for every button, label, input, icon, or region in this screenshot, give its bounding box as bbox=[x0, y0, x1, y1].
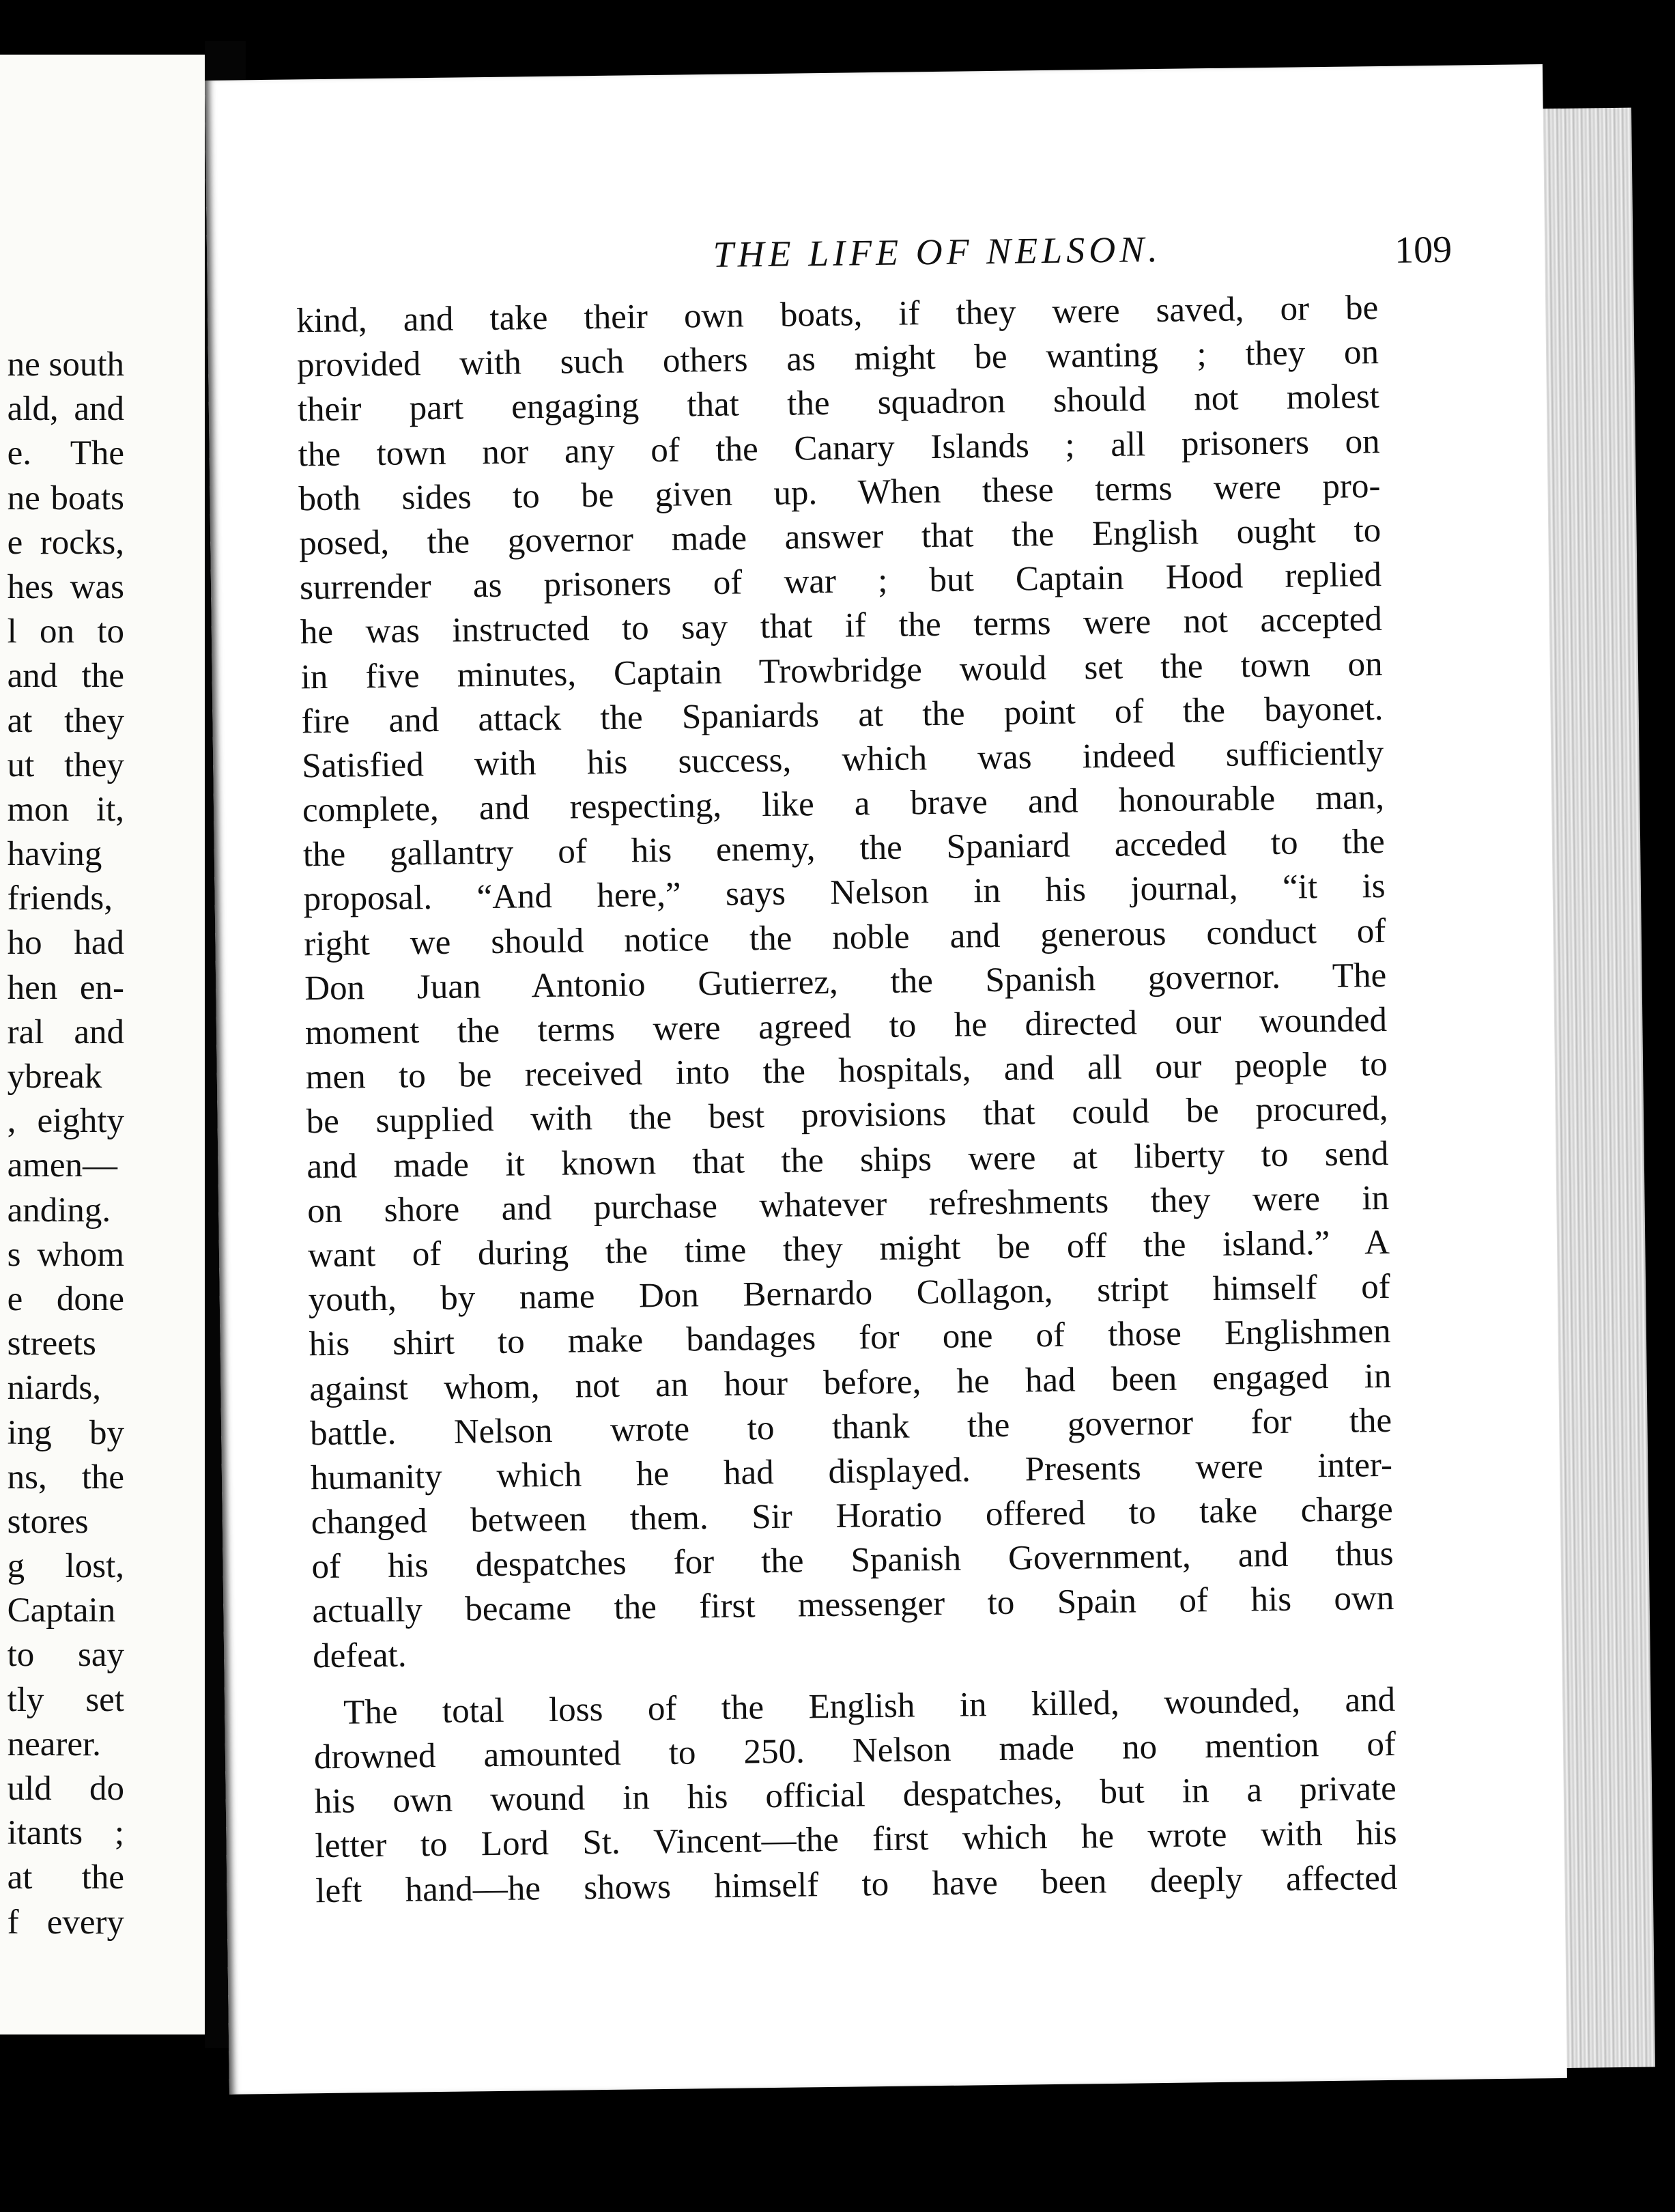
left-page-line: niards, bbox=[7, 1369, 101, 1408]
left-page-line: f every bbox=[7, 1903, 124, 1942]
text-line: on shore and purchase whatever refreshments they were in bbox=[306, 1178, 1390, 1231]
left-page-line: streets bbox=[7, 1324, 96, 1363]
left-page-line: at the bbox=[7, 1858, 124, 1897]
left-page-line: ho had bbox=[7, 924, 124, 963]
left-page-text bbox=[8, 343, 124, 1945]
text-line: his own wound in his official despatches, but in a private bbox=[314, 1770, 1397, 1821]
left-page-line: ybreak bbox=[7, 1058, 102, 1096]
left-page-line: Captain bbox=[7, 1591, 116, 1630]
left-page-line: ut they bbox=[7, 746, 124, 784]
left-page-line: , eighty bbox=[7, 1102, 124, 1141]
left-page-line: e done bbox=[7, 1279, 124, 1318]
left-page-line: at they bbox=[7, 701, 124, 740]
left-page-line: amen— bbox=[7, 1146, 118, 1185]
left-page-line: and the bbox=[7, 657, 124, 696]
text-line: fire and attack the Spaniards at the point of the bayonet. bbox=[301, 689, 1384, 741]
text-line: of his despatches for the Spanish Government, and thus bbox=[311, 1535, 1394, 1587]
left-page-line: ald, and bbox=[7, 390, 124, 429]
left-page-line: ne boats bbox=[7, 479, 124, 517]
text-line: the gallantry of his enemy, the Spaniard acceded to the bbox=[302, 823, 1386, 875]
left-page-line: ral and bbox=[7, 1012, 124, 1051]
text-line: The total loss of the English in killed, wounded, and bbox=[343, 1680, 1396, 1732]
left-page-line: ne south bbox=[7, 345, 124, 384]
text-line: the town nor any of the Canary Islands ; all prisoners on bbox=[298, 422, 1380, 474]
text-line: moment the terms were agreed to he directed our wounded bbox=[304, 1000, 1388, 1053]
text-line: be supplied with the best provisions that could be procured, bbox=[306, 1090, 1388, 1142]
left-page-line: stores bbox=[7, 1502, 89, 1541]
text-line: against whom, not an hour before, he had been engaged in bbox=[309, 1357, 1392, 1408]
text-line: changed between them. Sir Horatio offered to take charge bbox=[311, 1490, 1394, 1542]
left-page-line: having bbox=[7, 835, 102, 874]
left-page-line: g lost, bbox=[7, 1547, 124, 1586]
text-line: youth, by name Don Bernardo Collagon, stript himself of bbox=[308, 1268, 1391, 1320]
text-line: Satisfied with his success, which was indeed sufficiently bbox=[301, 733, 1384, 786]
left-facing-page bbox=[0, 55, 207, 2034]
left-page-line: ns, the bbox=[7, 1458, 124, 1497]
left-page-line: ing by bbox=[7, 1413, 124, 1452]
text-line: letter to Lord St. Vincent—the first which he wrote with his bbox=[315, 1814, 1397, 1866]
left-page-line: to say bbox=[7, 1636, 124, 1675]
left-page-line: hen en- bbox=[7, 968, 124, 1007]
left-page-line: hes was bbox=[7, 567, 124, 606]
text-line: proposal. “And here,” says Nelson in his journal, “it is bbox=[303, 867, 1386, 919]
main-page bbox=[205, 64, 1567, 2095]
left-page-line: l on to bbox=[7, 612, 124, 651]
text-line: posed, the governor made answer that the English ought to bbox=[298, 511, 1381, 563]
running-head: THE LIFE OF NELSON. bbox=[713, 228, 1162, 275]
text-line: kind, and take their own boats, if they were saved, or be bbox=[296, 289, 1379, 341]
text-line: men to be received into the hospitals, and all our people to bbox=[305, 1045, 1388, 1097]
text-line: he was instructed to say that if the terms were not accepted bbox=[300, 600, 1383, 652]
text-line: Don Juan Antonio Gutierrez, the Spanish governor. The bbox=[304, 956, 1387, 1008]
text-line: his shirt to make bandages for one of those Englishmen bbox=[309, 1312, 1391, 1364]
text-line: want of during the time they might be off the island.” A bbox=[307, 1223, 1390, 1275]
left-page-line: friends, bbox=[7, 879, 113, 918]
left-page-line: tly set bbox=[7, 1680, 124, 1719]
text-line: their part engaging that the squadron should not molest bbox=[297, 378, 1380, 429]
left-page-line: itants ; bbox=[7, 1814, 124, 1853]
text-line: surrender as prisoners of war ; but Captain Hood replied bbox=[299, 556, 1382, 608]
left-page-line: e. The bbox=[7, 434, 124, 473]
text-line: and made it known that the ships were at liberty to send bbox=[306, 1134, 1389, 1186]
text-line: defeat. bbox=[312, 1636, 407, 1675]
text-line: left hand—he shows himself to have been deeply affected bbox=[315, 1858, 1398, 1910]
text-line: humanity which he had displayed. Presents were inter- bbox=[310, 1445, 1393, 1498]
text-line: actually became the first messenger to Spain of his own bbox=[312, 1579, 1394, 1631]
text-line: both sides to be given up. When these terms were pro- bbox=[298, 466, 1381, 519]
left-page-line: e rocks, bbox=[7, 523, 124, 562]
text-line: right we should notice the noble and generous conduct of bbox=[304, 911, 1386, 963]
text-line: battle. Nelson wrote to thank the governor for the bbox=[309, 1401, 1392, 1453]
text-line: complete, and respecting, like a brave and honourable man, bbox=[302, 778, 1385, 830]
text-line: provided with such others as might be wanting ; they on bbox=[296, 333, 1379, 385]
left-page-line: mon it, bbox=[7, 790, 124, 829]
text-line: in five minutes, Captain Trowbridge would set the town on bbox=[300, 644, 1383, 696]
left-page-line: anding. bbox=[7, 1191, 111, 1230]
left-page-line: uld do bbox=[7, 1770, 124, 1808]
left-page-line: s whom bbox=[7, 1235, 124, 1274]
text-line: drowned amounted to 250. Nelson made no mention of bbox=[313, 1725, 1397, 1777]
left-page-line: nearer. bbox=[7, 1725, 101, 1763]
body-text bbox=[296, 286, 1398, 1914]
page-number: 109 bbox=[1394, 228, 1452, 272]
